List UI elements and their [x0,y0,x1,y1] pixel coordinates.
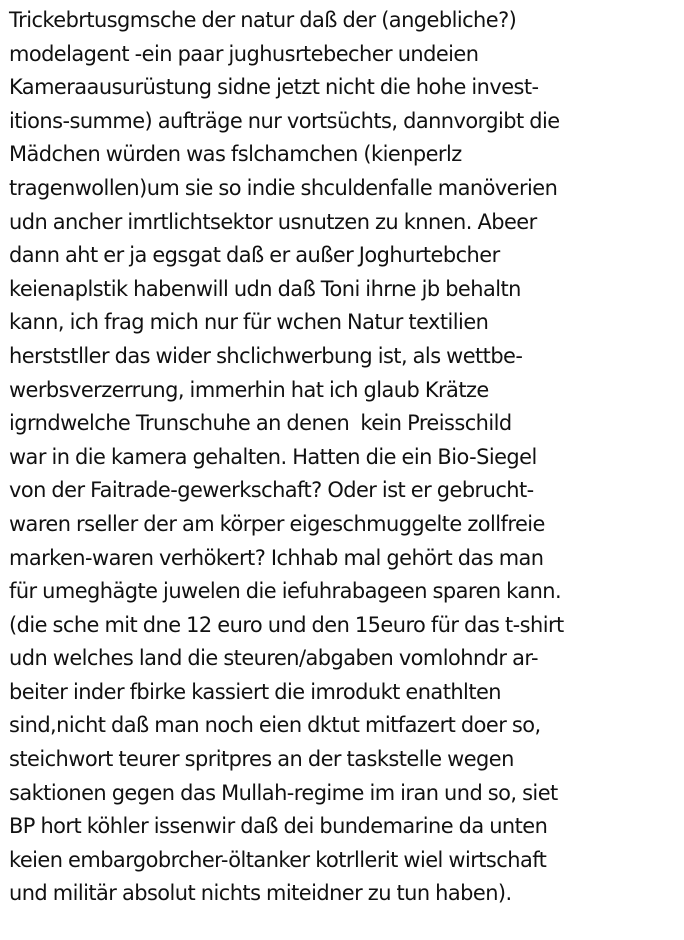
text-line: werbsverzerrung, immerhin hat ich glaub Krätze [9,377,489,402]
text-line: tragenwollen)um sie so indie shculdenfalle manöverien [9,175,558,200]
text-line: igrndwelche Trunschuhe an denen kein Preisschild [9,411,512,436]
text-line: (die sche mit dne 12 euro und den 15euro für das t-shirt [9,612,564,637]
text-line: sind,nicht daß man noch eien dktut mitfazert doer so, [9,713,541,738]
text-line: udn ancher imrtlichtsektor usnutzen zu knnen. Abeer [9,209,537,234]
text-line: dann aht er ja egsgat daß er außer Joghurtebcher [9,243,500,268]
text-line: saktionen gegen das Mullah-regime im iran und so, siet [9,780,558,805]
text-line: Trickebrtusgmsche der natur daß der (angebliche?) [9,8,517,32]
text-line: BP hort köhler issenwir daß dei bundemarine da unten [9,814,548,839]
text-line: herststller das wider shclichwerbung ist, als wettbe- [9,343,523,368]
text-line: marken-waren verhökert? Ichhab mal gehört das man [9,545,544,570]
text-line: und militär absolut nichts miteidner zu tun haben). [9,881,512,906]
text-line: modelagent -ein paar jughusrtebecher undeien [9,41,479,66]
text-line: Kameraausurüstung sidne jetzt nicht die hohe invest- [9,75,539,100]
text-line: kann, ich frag mich nur für wchen Natur textilien [9,310,489,335]
text-line: keien embargobrcher-öltanker kotrllerit wiel wirtschaft [9,847,547,872]
body-text [9,4,679,911]
text-line: waren rseller der am körper eigeschmuggelte zollfreie [9,511,545,536]
text-line: Mädchen würden was fslchamchen (kienperlz [9,142,462,167]
text-line: steichwort teurer spritpres an der taskstelle wegen [9,747,514,772]
text-line: keienaplstik habenwill udn daß Toni ihrne jb behaltn [9,276,521,301]
text-line: für umeghägte juwelen die iefuhrabageen sparen kann. [9,579,562,604]
text-line: beiter inder fbirke kassiert die imrodukt enathlten [9,679,502,704]
text-line: von der Faitrade-gewerkschaft? Oder ist er gebrucht- [9,478,534,503]
text-line: war in die kamera gehalten. Hatten die ein Bio-Siegel [9,444,537,469]
text-line: itions-summe) aufträge nur vortsüchts, dannvorgibt die [9,108,560,133]
text-line: udn welches land die steuren/abgaben vomlohndr ar- [9,646,539,671]
